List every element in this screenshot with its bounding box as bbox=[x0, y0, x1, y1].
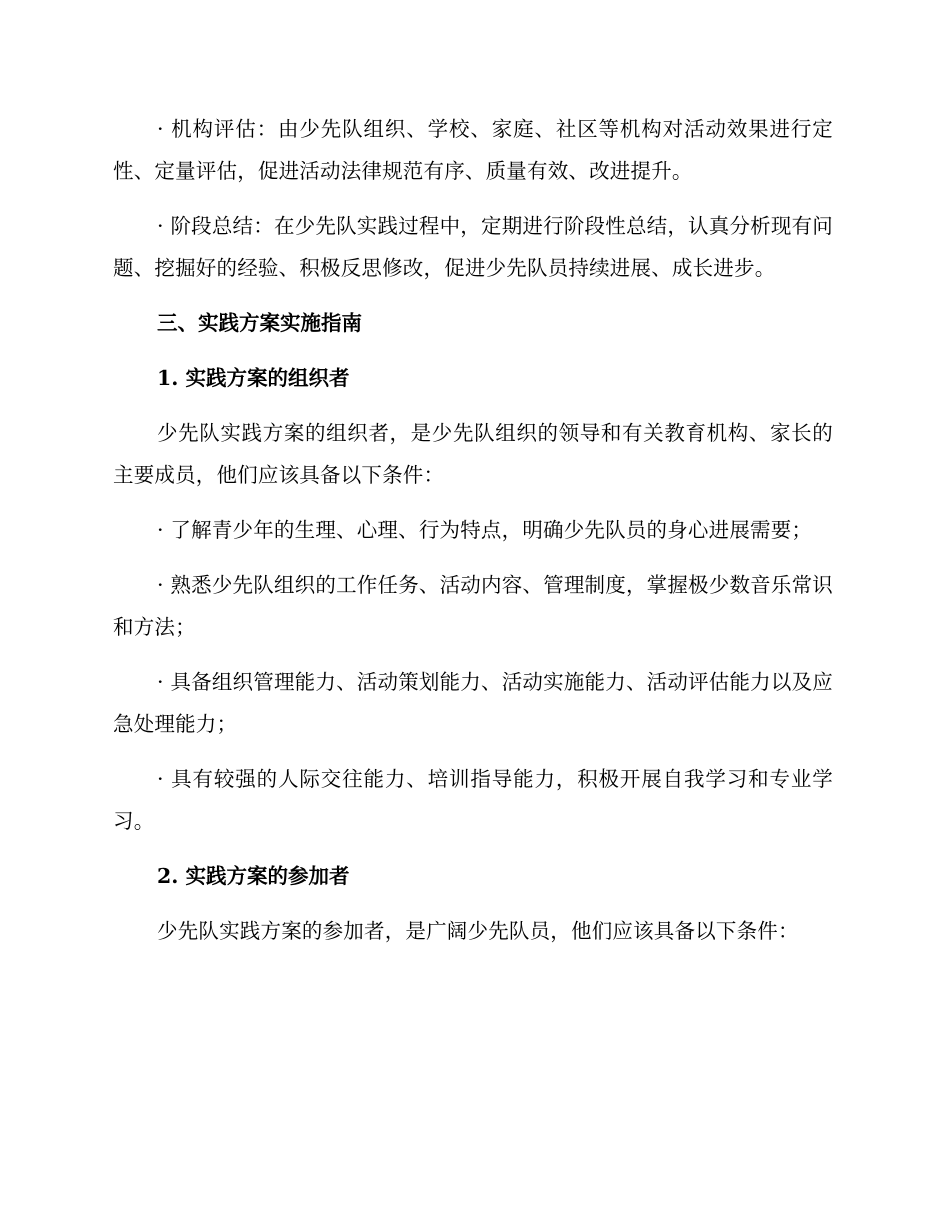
bullet-management-ability: · 具备组织管理能力、活动策划能力、活动实施能力、活动评估能力以及应急处理能力； bbox=[113, 670, 833, 736]
paragraph-institution-evaluation: · 机构评估：由少先队组织、学校、家庭、社区等机构对活动效果进行定性、定量评估，促进活动法律规范有序、质量有效、改进提升。 bbox=[113, 117, 833, 183]
paragraph-participants-intro: 少先队实践方案的参加者，是广阔少先队员，他们应该具备以下条件： bbox=[157, 919, 799, 943]
paragraph-organizers-intro: 少先队实践方案的组织者，是少先队组织的领导和有关教育机构、家长的主要成员，他们应该具备以下条件： bbox=[113, 421, 833, 487]
paragraph-stage-summary: · 阶段总结：在少先队实践过程中，定期进行阶段性总结，认真分析现有问题、挖掘好的经验、积极反思修改，促进少先队员持续进展、成长进步。 bbox=[113, 214, 833, 280]
document-page bbox=[113, 108, 833, 952]
bullet-familiar-work: · 熟悉少先队组织的工作任务、活动内容、管理制度，掌握极少数音乐常识和方法； bbox=[113, 573, 833, 639]
bullet-interpersonal-ability: · 具有较强的人际交往能力、培训指导能力，积极开展自我学习和专业学习。 bbox=[113, 767, 833, 833]
section-heading-implementation-guide: 三、实践方案实施指南 bbox=[157, 311, 362, 335]
subheading-organizers: 1. 实践方案的组织者 bbox=[157, 366, 350, 390]
bullet-understand-youth: · 了解青少年的生理、心理、行为特点，明确少先队员的身心进展需要； bbox=[157, 518, 813, 542]
subheading-participants: 2. 实践方案的参加者 bbox=[157, 864, 350, 888]
